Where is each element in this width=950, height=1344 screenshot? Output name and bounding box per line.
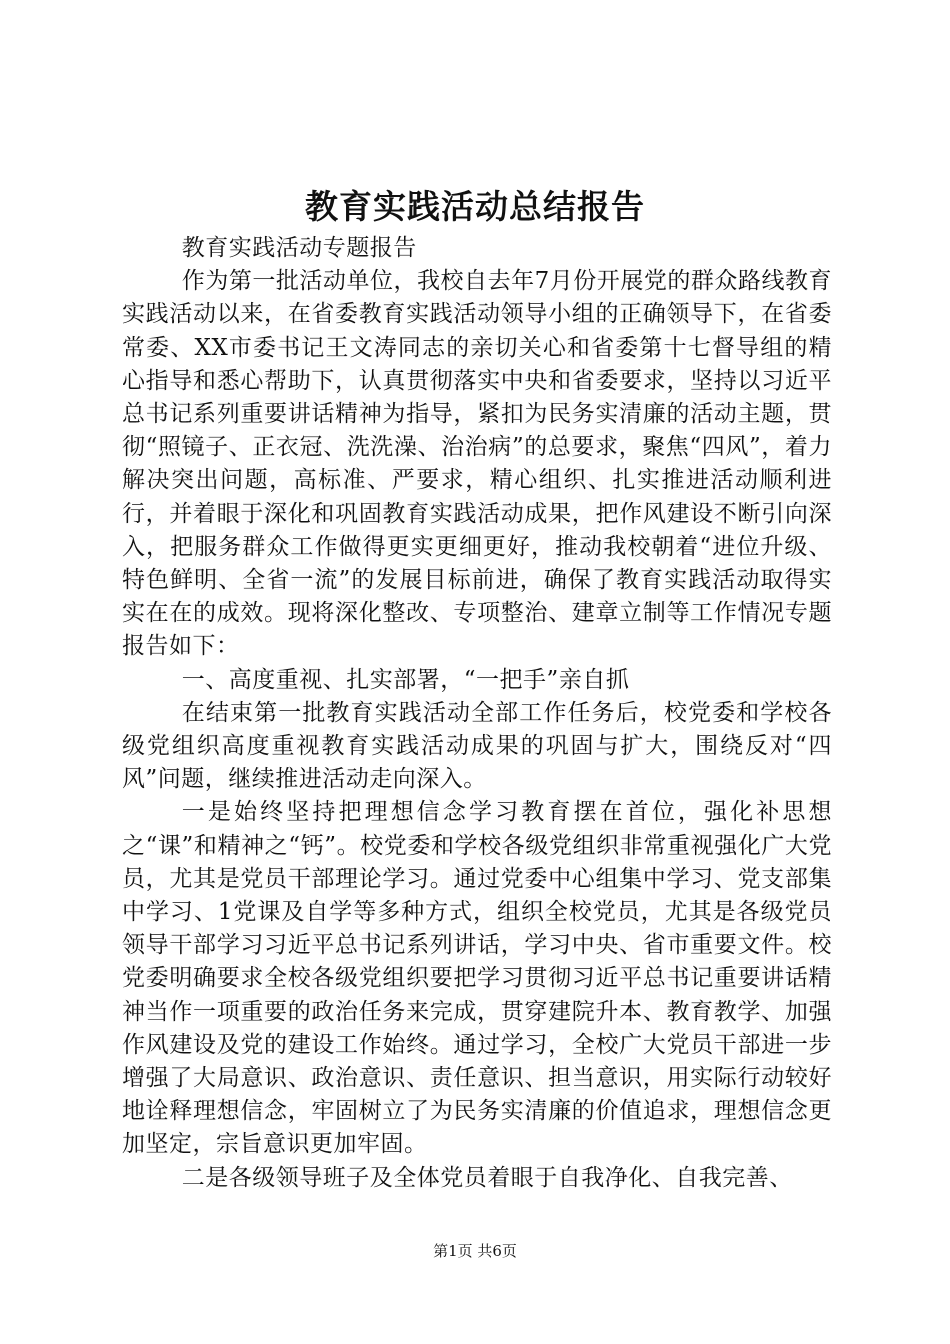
paragraph-subtitle: 教育实践活动专题报告 <box>181 235 417 261</box>
document-body <box>122 232 832 1195</box>
paragraph-section-1: 在结束第一批教育实践活动全部工作任务后，校党委和学校各级党组织高度重视教育实践活动成果的巩固与扩大，围绕反对“四风”问题，继续推进活动走向深入。 <box>122 699 832 793</box>
paragraph-intro: 作为第一批活动单位，我校自去年7月份开展党的群众路线教育实践活动以来，在省委教育实践活动领导小组的正确领导下，在省委常委、XX市委书记王文涛同志的亲切关心和省委第十七督导组的精心指导和悉心帮助下，认真贯彻落实中央和省委要求，坚持以习近平总书记系列重要讲话精神为指导，紧扣为民务实清廉的活动主题，贯彻“照镜子、正衣冠、洗洗澡、治治病”的总要求，聚焦“四风”，着力解决突出问题，高标准、严要求，精心组织、扎实推进活动顺利进行，并着眼于深化和巩固教育实践活动成果，把作风建设不断引向深入，把服务群众工作做得更实更细更好，推动我校朝着“进位升级、特色鲜明、全省一流”的发展目标前进，确保了教育实践活动取得实实在在的成效。现将深化整改、专项整治、建章立制等工作情况专题报告如下： <box>122 268 832 660</box>
section-heading-1: 一、高度重视、扎实部署，“一把手”亲自抓 <box>181 666 630 693</box>
paragraph-point-1: 一是始终坚持把理想信念学习教育摆在首位，强化补思想之“课”和精神之“钙”。校党委和学校各级党组织非常重视强化广大党员，尤其是党员干部理论学习。通过党委中心组集中学习、党支部集中学习、1党课及自学等多种方式，组织全校党员，尤其是各级党员领导干部学习习近平总书记系列讲话，学习中央、省市重要文件。校党委明确要求全校各级党组织要把学习贯彻习近平总书记重要讲话精神当作一项重要的政治任务来完成，贯穿建院升本、教育教学、加强作风建设及党的建设工作始终。通过学习，全校广大党员干部进一步增强了大局意识、政治意识、责任意识、担当意识，用实际行动较好地诠释理想信念，牢固树立了为民务实清廉的价值追求，理想信念更加坚定，宗旨意识更加牢固。 <box>122 799 832 1158</box>
paragraph-point-2: 二是各级领导班子及全体党员着眼于自我净化、自我完善、 <box>181 1164 793 1191</box>
document-title: 教育实践活动总结报告 <box>305 187 645 226</box>
page-number-footer: 第1页 共6页 <box>433 1242 517 1260</box>
